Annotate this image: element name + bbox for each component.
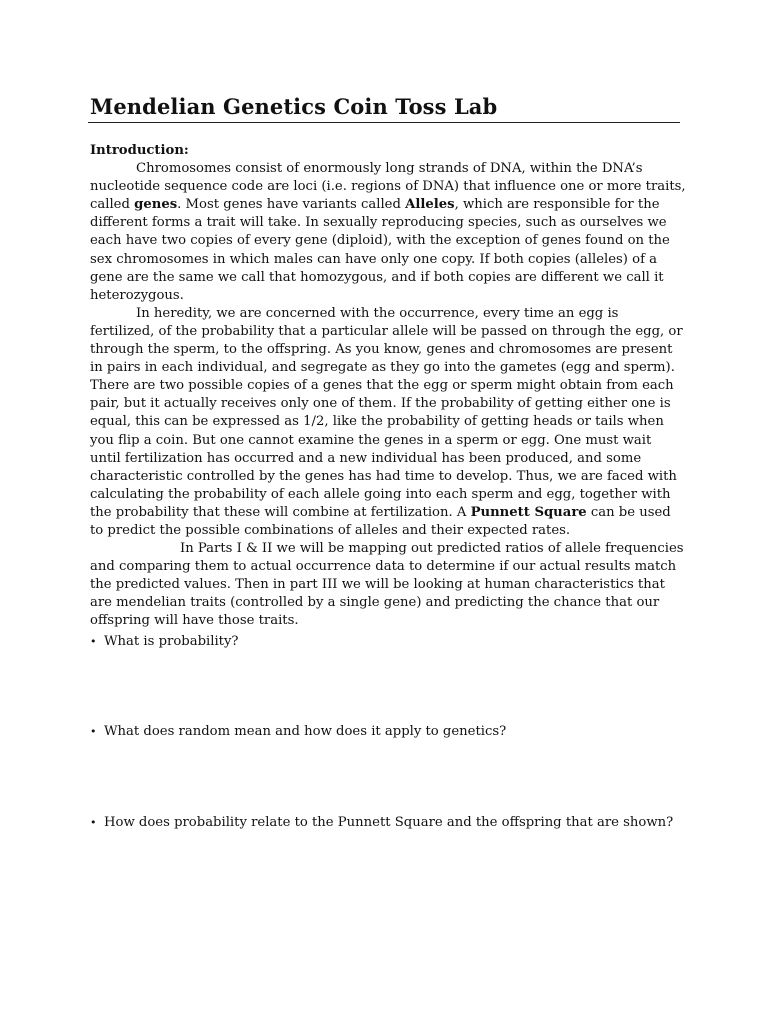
question-item: [90, 723, 690, 741]
question-text: What is probability?: [104, 634, 239, 649]
question-item: [90, 814, 690, 832]
document-title: Mendelian Genetics Coin Toss Lab: [90, 94, 498, 119]
intro-paragraph-3: In Parts I & II we will be mapping out predicted ratios of allele frequencies and comparing them to actual occurrence data to determine if our actual results match the predicted values. Then in part III we will be looking at human characteristics that are mendelian traits (controlled by a single gene) and predicting the chance that our offspring will have those traits.: [90, 541, 684, 629]
title-underline: [88, 122, 680, 123]
para2-text-b: can be used to predict the possible combinations of alleles and their expected rates.: [90, 504, 671, 538]
para1-text-c: , which are responsible for the different forms a trait will take. In sexually reproducing species, such as ourselves we each have two copies of every gene (diploid), with the exception of genes found on the sex chromosomes in which males can have only one copy. If both copies (alleles) of a gene are the same we call that homozygous, and if both copies are different we call it heterozygous.: [90, 197, 670, 303]
question-text: How does probability relate to the Punnett Square and the offspring that are shown?: [104, 815, 674, 830]
term-punnett-square: Punnett Square: [470, 504, 587, 520]
introduction-section: [90, 142, 686, 631]
intro-paragraph-1: [90, 160, 686, 305]
question-list: [90, 633, 690, 832]
introduction-heading: Introduction:: [90, 143, 189, 158]
para1-text-a: Chromosomes consist of enormously long strands of DNA, within the DNA’s nucleotide sequence code are loci (i.e. regions of DNA) that influence one or more traits, called: [90, 161, 686, 213]
bullet-icon: •: [90, 816, 97, 829]
intro-paragraph-2: [90, 305, 686, 540]
term-genes: genes: [134, 197, 178, 213]
bullet-icon: •: [90, 635, 97, 648]
bullet-icon: •: [90, 725, 97, 738]
question-item: [90, 633, 690, 651]
term-alleles: Alleles: [405, 197, 455, 213]
para2-text-a: In heredity, we are concerned with the occurrence, every time an egg is fertilized, of the probability that a particular allele will be passed on through the egg, or through the sperm, to the offspring. As you know, genes and chromosomes are present in pairs in each individual, and segregate as they go into the gametes (egg and sperm). There are two possible copies of a genes that the egg or sperm might obtain from each pair, but it actually receives only one of them. If the probability of getting either one is equal, this can be expressed as 1/2, like the probability of getting heads or tails when you flip a coin. But one cannot examine the genes in a sperm or egg. One must wait until fertilization has occurred and a new individual has been produced, and some characteristic controlled by the genes has had time to develop. Thus, we are faced with calculating the probability of each allele going into each sperm and egg, together with the probability that these will combine at fertilization. A: [90, 305, 683, 520]
para1-text-b: . Most genes have variants called: [177, 197, 406, 213]
question-text: What does random mean and how does it apply to genetics?: [104, 724, 507, 739]
